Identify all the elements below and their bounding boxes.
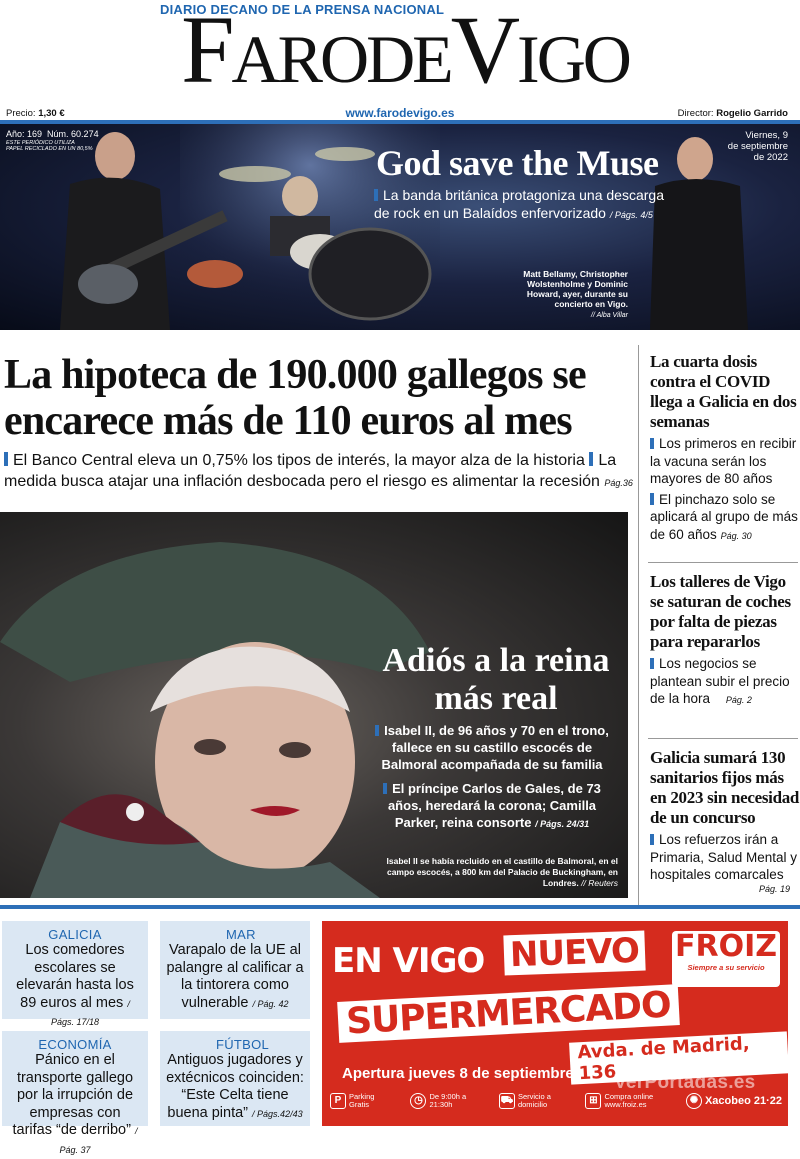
- side-bullet-text: Los primeros en recibir la vacuna serán los mayores de 80 años: [650, 436, 797, 486]
- box-mar[interactable]: [160, 921, 310, 1019]
- box-text-body: Varapalo de la UE al palangre al calificar a la tintorera como vulnerable: [166, 942, 304, 1011]
- logo-letter-f: F: [181, 0, 232, 103]
- side-headline: La cuarta dosis contra el COVID llega a Galicia en dos semanas: [650, 352, 797, 431]
- box-text-body: Pánico en el transporte gallego por la irrupción de empresas con tarifas “de derribo”: [12, 1052, 134, 1138]
- queen-caption: [360, 856, 618, 889]
- side-bullet: [650, 435, 800, 488]
- side-page-ref: Pág. 19: [758, 883, 790, 894]
- logo-letter-v: V: [450, 0, 518, 103]
- ad-opening: Apertura jueves 8 de septiembre: [342, 1065, 574, 1082]
- ad-address: Avda. de Madrid, 136: [569, 1031, 789, 1084]
- side-story-sanitarios[interactable]: [650, 748, 800, 894]
- main-sub-1: El Banco Central eleva un 0,75% los tipos de interés, la mayor alza de la historia: [13, 452, 585, 469]
- watermark: VerPortadas.es: [614, 1072, 756, 1093]
- box-text: [166, 1052, 304, 1123]
- tagline: DIARIO DECANO DE LA PRENSA NACIONAL: [160, 2, 445, 17]
- column-divider: [638, 345, 639, 905]
- date-line-2: de septiembre: [727, 141, 788, 152]
- service-delivery: [499, 1093, 564, 1109]
- queen-credit: // Reuters: [581, 878, 618, 888]
- newspaper-logo: [55, 0, 755, 109]
- box-futbol[interactable]: [160, 1031, 310, 1126]
- logo-part-igo: IGO: [517, 21, 629, 97]
- froiz-brand: FROIZ: [674, 929, 777, 964]
- box-text: [8, 1052, 142, 1159]
- main-subhead: [4, 450, 636, 494]
- service-hours-text: De 9:00h a 21:30h: [429, 1092, 467, 1109]
- bullet-bar: [375, 725, 379, 736]
- service-parking: [330, 1093, 389, 1109]
- box-text-body: Los comedores escolares se elevarán hasta los 89 euros al mes: [16, 942, 134, 1011]
- hero-caption: [520, 269, 628, 321]
- date-line-3: de 2022: [753, 152, 788, 163]
- service-online: [585, 1093, 664, 1109]
- box-ref: / Págs. 17/18: [50, 998, 130, 1027]
- hero-credit: // Alba Villar: [591, 312, 628, 319]
- side-bullet-text: El pinchazo solo se aplicará al grupo de más de 60 años: [650, 491, 798, 542]
- side-divider: [648, 738, 798, 739]
- side-page-ref: Pág. 30: [720, 530, 752, 541]
- main-headline[interactable]: La hipoteca de 190.000 gallegos se encarece más de 110 euros al mes: [4, 352, 586, 444]
- side-bullet: [650, 491, 800, 546]
- hero-sub-text: La banda británica protagoniza una descarga de rock en un Balaídos enfervorizado: [374, 187, 664, 221]
- shell-icon: ✺: [686, 1093, 702, 1109]
- side-divider: [648, 562, 798, 563]
- ad-services: [330, 1093, 782, 1109]
- service-hours: [410, 1093, 477, 1109]
- froiz-slogan: Siempre a su servicio: [687, 963, 765, 972]
- hero-caption-text: Matt Bellamy, Christopher Wolstenholme y Dominic Howard, ayer, durante su concierto en Vigo.: [523, 269, 628, 309]
- box-economia[interactable]: [2, 1031, 148, 1155]
- bullet-bar: [650, 834, 654, 845]
- queen-bullet-1-text: Isabel II, de 96 años y 70 en el trono, fallece en su castillo escocés de Balmoral acompañada de su familia: [381, 723, 609, 772]
- box-text-body: Antiguos jugadores y extécnicos coinciden: “Este Celta tiene buena pinta”: [166, 1052, 304, 1121]
- queen-photo: [0, 512, 628, 898]
- hero-subhead: [374, 186, 664, 224]
- froiz-logo: [672, 931, 780, 987]
- xacobeo-text: Xacobeo 21·22: [704, 1095, 782, 1107]
- service-delivery-text: Servicio a domicilio: [517, 1092, 551, 1109]
- bullet-bar: [4, 452, 8, 466]
- issue-meta: [6, 129, 99, 152]
- side-bullet: [650, 831, 800, 884]
- bullet-bar: [383, 783, 387, 794]
- director: [678, 108, 788, 119]
- clock-icon: ◷: [410, 1093, 426, 1109]
- queen-caption-text: Isabel II se había recluido en el castillo de Balmoral, en el campo escocés, a 800 km del Palacio de Buckingham, en Londres.: [386, 856, 618, 888]
- bullet-bar: [650, 493, 654, 504]
- box-label: ECONOMÍA: [38, 1037, 112, 1052]
- side-bullet: [650, 655, 800, 710]
- box-label: FÚTBOL: [216, 1037, 270, 1052]
- ad-nuevo: NUEVO: [503, 931, 645, 976]
- price-label: Precio:: [6, 108, 36, 119]
- side-story-covid[interactable]: [650, 352, 800, 545]
- queen-bullet-2: [372, 780, 612, 833]
- bottom-rule: [0, 905, 800, 909]
- queen-headline[interactable]: Adiós a la reina más real: [382, 642, 610, 717]
- box-ref: / Pág. 37: [59, 1126, 138, 1155]
- box-ref: / Págs.42/43: [252, 1108, 303, 1119]
- service-parking-text: Parking Gratis: [349, 1092, 375, 1109]
- director-label: Director:: [677, 108, 714, 119]
- queen-bullet-2-text: El príncipe Carlos de Gales, de 73 años, heredará la corona; Camilla Parker, reina consorte: [387, 781, 601, 830]
- box-text: [166, 942, 304, 1013]
- recycled-note-1: ESTE PERIÓDICO UTILIZA: [6, 140, 75, 146]
- hero-headline[interactable]: God save the Muse: [376, 143, 659, 183]
- date-line-1: Viernes, 9: [745, 130, 788, 141]
- bullet-bar: [650, 658, 654, 669]
- truck-icon: ⛟: [499, 1093, 515, 1109]
- box-text: [8, 942, 142, 1032]
- side-page-ref: Pág. 2: [725, 695, 752, 705]
- ad-supermercado: SUPERMERCADO: [337, 984, 679, 1043]
- side-bullet-text: Los negocios se plantean subir el precio de la hora: [650, 656, 790, 706]
- xacobeo-logo: [686, 1093, 782, 1109]
- logo-part-de: DE: [366, 21, 451, 97]
- director-name: Rogelio Garrido: [716, 108, 788, 119]
- queen-bullet-1: [372, 722, 612, 773]
- main-sub-2: La medida busca atajar una inflación desbocada pero el riesgo es alimentar la recesión: [4, 452, 617, 490]
- bullet-bar: [650, 438, 654, 449]
- hero-page-ref: / Págs. 4/5: [609, 210, 653, 220]
- price-value: 1,30 €: [38, 108, 65, 119]
- recycled-note-2: PAPEL RECICLADO EN UN 80,5%: [6, 146, 93, 152]
- box-ref: / Pág. 42: [252, 998, 289, 1009]
- issue-year: Año: 169: [6, 129, 43, 139]
- logo-part-aro: ARO: [231, 21, 367, 97]
- parking-icon: P: [330, 1093, 346, 1109]
- side-headline: Galicia sumará 130 sanitarios fijos más en 2023 sin necesidad de un concurso: [650, 748, 800, 827]
- side-bullet-text: Los refuerzos irán a Primaria, Salud Mental y hospitales comarcales: [650, 832, 798, 882]
- bullet-bar: [589, 452, 593, 466]
- main-page-ref: Pág.36: [604, 478, 633, 488]
- box-label: GALICIA: [48, 927, 102, 942]
- issue-date: [728, 130, 788, 163]
- box-galicia[interactable]: [2, 921, 148, 1027]
- box-label: MAR: [226, 927, 256, 942]
- bullet-bar: [374, 189, 378, 201]
- side-story-talleres[interactable]: [650, 572, 800, 710]
- side-headline: Los talleres de Vigo se saturan de coches por falta de piezas para repararlos: [650, 572, 791, 651]
- queen-page-ref: / Págs. 24/31: [535, 819, 590, 829]
- froiz-advertisement[interactable]: [322, 921, 788, 1126]
- cart-icon: ⊞: [585, 1093, 601, 1109]
- website-link[interactable]: www.farodevigo.es: [345, 106, 455, 120]
- ad-en-vigo: EN VIGO: [332, 941, 485, 981]
- service-online-text: Compra online www.froiz.es: [604, 1092, 654, 1109]
- issue-number: Núm. 60.274: [47, 129, 99, 139]
- concert-photo: [0, 124, 800, 330]
